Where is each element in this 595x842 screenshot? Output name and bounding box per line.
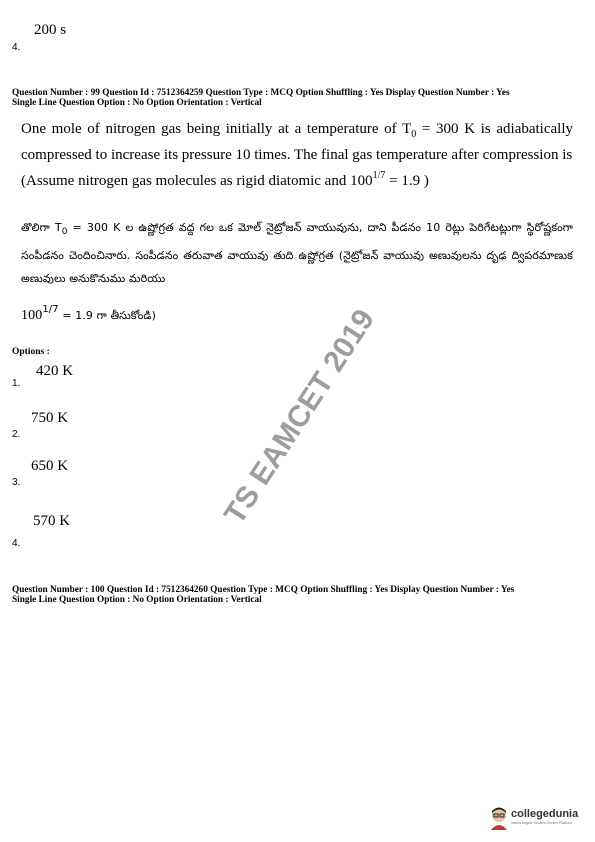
collegedunia-logo <box>489 806 589 832</box>
question-meta-line1: Question Number : 99 Question Id : 7512364259 Question Type : MCQ Option Shuffling : Yes Display Question Number : Yes <box>12 88 510 98</box>
options-label: Options : <box>12 347 50 357</box>
logo-text: collegedunia <box>511 808 579 820</box>
question-text-telugu: తొలిగా $T_0 = 300$ K ల ఉష్ణోగ్రత వద్ద గల ఒక మోల్ నైట్రోజన్ వాయువును, దాని పీడనం 10 రెట్లు పెరిగేటట్లుగా స్థిరోష్ణకంగా సంపీడనం చెందించినారు. సంపీడనం తరువాత వాయువు తుది ఉష్ణోగ్రత (నైట్రోజన్ వాయువు అణువులను దృఢ ద్విపరమాణుక అణువులు అనుకొనుము మరియు <box>21 221 573 286</box>
prev-option-value: 200 s <box>34 22 67 38</box>
exponent: 1/7 <box>42 304 59 315</box>
subscript: 0 <box>411 129 417 140</box>
question-formula-telugu: 1001/7 = 1.9 గా తీసుకోండి) <box>21 304 157 323</box>
option-4-number: 4. <box>12 538 21 549</box>
question-meta <box>12 88 584 108</box>
question-meta-line2: Single Line Question Option : No Option Orientation : Vertical <box>12 98 262 108</box>
option-2-value[interactable]: 750 K <box>31 410 69 426</box>
prev-option-number: 4. <box>12 42 21 53</box>
question-text-english: One mole of nitrogen gas being initially at a temperature of $T_0 = 300$ K is adiabatically compressed to increase its pressure 10 times. The final gas temperature after compression is <box>21 121 573 163</box>
option-4-value[interactable]: 570 K <box>33 513 71 529</box>
question-meta-line1: Question Number : 100 Question Id : 7512364260 Question Type : MCQ Option Shuffling : Yes Display Question Number : Yes <box>12 585 515 595</box>
exponent: 1/7 <box>372 170 386 181</box>
option-2-number: 2. <box>12 429 21 440</box>
question-meta-line2: Single Line Question Option : No Option Orientation : Vertical <box>12 595 262 605</box>
student-avatar-icon <box>489 806 509 830</box>
watermark: TS EAMCET 2019 <box>218 303 382 530</box>
logo-tagline: India's largest Student Review Platform <box>511 821 572 825</box>
option-3-value[interactable]: 650 K <box>31 458 69 474</box>
next-question-meta <box>12 585 584 605</box>
subscript: 0 <box>61 227 68 238</box>
option-1-number: 1. <box>12 378 21 389</box>
option-1-value[interactable]: 420 K <box>36 363 74 379</box>
option-3-number: 3. <box>12 477 21 488</box>
question-assumption: (Assume nitrogen gas molecules as rigid diatomic and $100^{1/7} = 1.9$ ) <box>21 170 429 189</box>
